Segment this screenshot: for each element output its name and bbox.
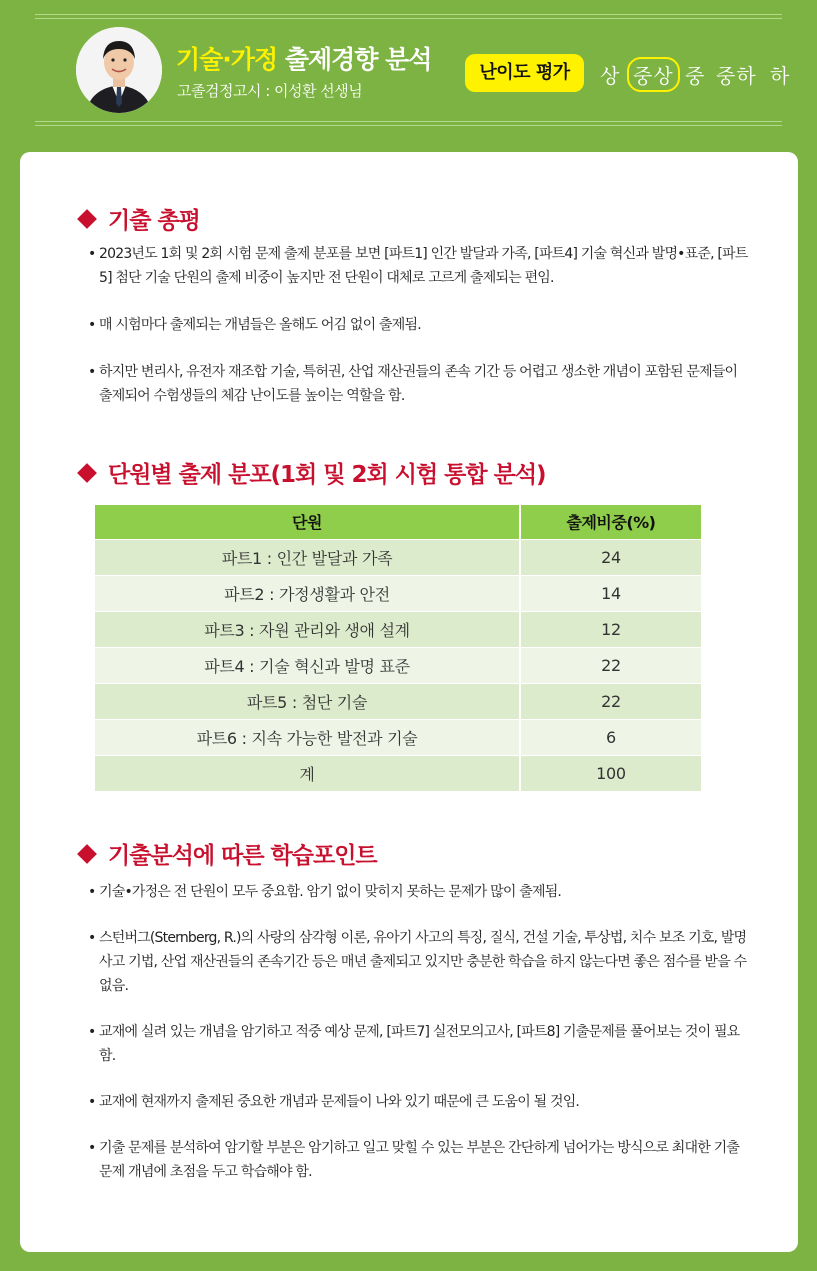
table-header-row — [95, 505, 701, 539]
teacher-photo-icon — [76, 27, 162, 113]
section-title-text: 기출 총평 — [108, 208, 200, 234]
list-item: • 교재에 현재까지 출제된 중요한 개념과 문제들이 나와 있기 때문에 큰 도움이 될 것임. — [88, 1090, 748, 1114]
difficulty-level-low: 하 — [770, 64, 791, 88]
table-row — [95, 647, 701, 683]
list-item: • 교재에 실려 있는 개념을 암기하고 적중 예상 문제, [파트7] 실전모의고사, [파트8] 기출문제를 풀어보는 것이 필요함. — [88, 1020, 748, 1068]
section-title-text: 기출분석에 따른 학습포인트 — [108, 843, 377, 869]
share-cell: 6 — [520, 719, 701, 755]
table-row — [95, 719, 701, 755]
unit-cell: 파트4 : 기술 혁신과 발명 표준 — [95, 647, 520, 683]
page-subtitle: 고졸검정고시 : 이성환 선생님 — [177, 82, 363, 100]
list-item: • 하지만 변리사, 유전자 재조합 기술, 특허권, 산업 재산권들의 존속 기간 등 어렵고 생소한 개념이 포함된 문제들이 출제되어 수험생들의 체감 난이도를 높이는 역할을 함. — [88, 360, 748, 408]
content-card — [20, 152, 798, 1252]
column-header-unit: 단원 — [95, 505, 520, 539]
section-title-study-points — [80, 837, 377, 870]
unit-cell: 파트5 : 첨단 기술 — [95, 683, 520, 719]
header-banner — [0, 0, 817, 140]
difficulty-level-mid-high-selected: 중상 — [627, 57, 680, 92]
table-row — [95, 575, 701, 611]
table-row — [95, 683, 701, 719]
table-row — [95, 611, 701, 647]
unit-cell: 파트3 : 자원 관리와 생애 설계 — [95, 611, 520, 647]
section-title-text: 단원별 출제 분포(1회 및 2회 시험 통합 분석) — [108, 462, 546, 488]
share-cell: 24 — [520, 539, 701, 575]
difficulty-level-mid: 중 — [685, 64, 706, 88]
list-item: • 기술•가정은 전 단원이 모두 중요함. 암기 없이 맞히지 못하는 문제가 많이 출제됨. — [88, 880, 748, 904]
decorative-line — [35, 14, 782, 15]
table-row — [95, 539, 701, 575]
decorative-line — [35, 121, 782, 122]
difficulty-level-mid-low: 중하 — [716, 64, 757, 88]
diamond-icon — [77, 844, 97, 864]
share-cell: 12 — [520, 611, 701, 647]
section-title-distribution — [80, 456, 546, 489]
title-subject: 기술·가정 — [176, 45, 278, 74]
page-title — [176, 40, 431, 76]
diamond-icon — [77, 209, 97, 229]
title-rest: 출제경향 분석 — [277, 45, 432, 74]
diamond-icon — [77, 463, 97, 483]
table-total-row — [95, 755, 701, 791]
column-header-share: 출제비중(%) — [520, 505, 701, 539]
total-value-cell: 100 — [520, 755, 701, 791]
list-item: • 매 시험마다 출제되는 개념들은 올해도 어김 없이 출제됨. — [88, 313, 748, 337]
share-cell: 14 — [520, 575, 701, 611]
list-item: • 2023년도 1회 및 2회 시험 문제 출제 분포를 보면 [파트1] 인간 발달과 가족, [파트4] 기술 혁신과 발명•표준, [파트5] 첨단 기술 단원의 출제 비중이 높지만 전 단원이 대체로 고르게 출제되는 편임. — [88, 242, 748, 290]
distribution-table — [95, 505, 701, 791]
difficulty-badge: 난이도 평가 — [465, 54, 584, 92]
unit-cell: 파트6 : 지속 가능한 발전과 기술 — [95, 719, 520, 755]
study-points-list — [88, 880, 748, 1184]
list-item: • 스턴버그(Sternberg, R.)의 사랑의 삼각형 이론, 유아기 사고의 특징, 질식, 건설 기술, 투상법, 치수 보조 기호, 발명 사고 기법, 산업 재산권들의 존속기간 등은 매년 출제되고 있지만 충분한 학습을 하지 않는다면 좋은 점수를 받을 수 없음. — [88, 926, 748, 998]
share-cell: 22 — [520, 647, 701, 683]
section-title-overview — [80, 202, 200, 235]
list-item: • 기출 문제를 분석하여 암기할 부분은 암기하고 일고 맞힐 수 있는 부분은 간단하게 넘어가는 방식으로 최대한 기출 문제 개념에 초점을 두고 학습해야 함. — [88, 1136, 748, 1184]
total-label-cell: 계 — [95, 755, 520, 791]
share-cell: 22 — [520, 683, 701, 719]
unit-cell: 파트2 : 가정생활과 안전 — [95, 575, 520, 611]
unit-cell: 파트1 : 인간 발달과 가족 — [95, 539, 520, 575]
teacher-avatar — [76, 27, 162, 113]
decorative-line — [35, 18, 782, 19]
overview-list — [88, 242, 748, 408]
difficulty-level-high: 상 — [600, 64, 621, 88]
decorative-line — [35, 125, 782, 126]
